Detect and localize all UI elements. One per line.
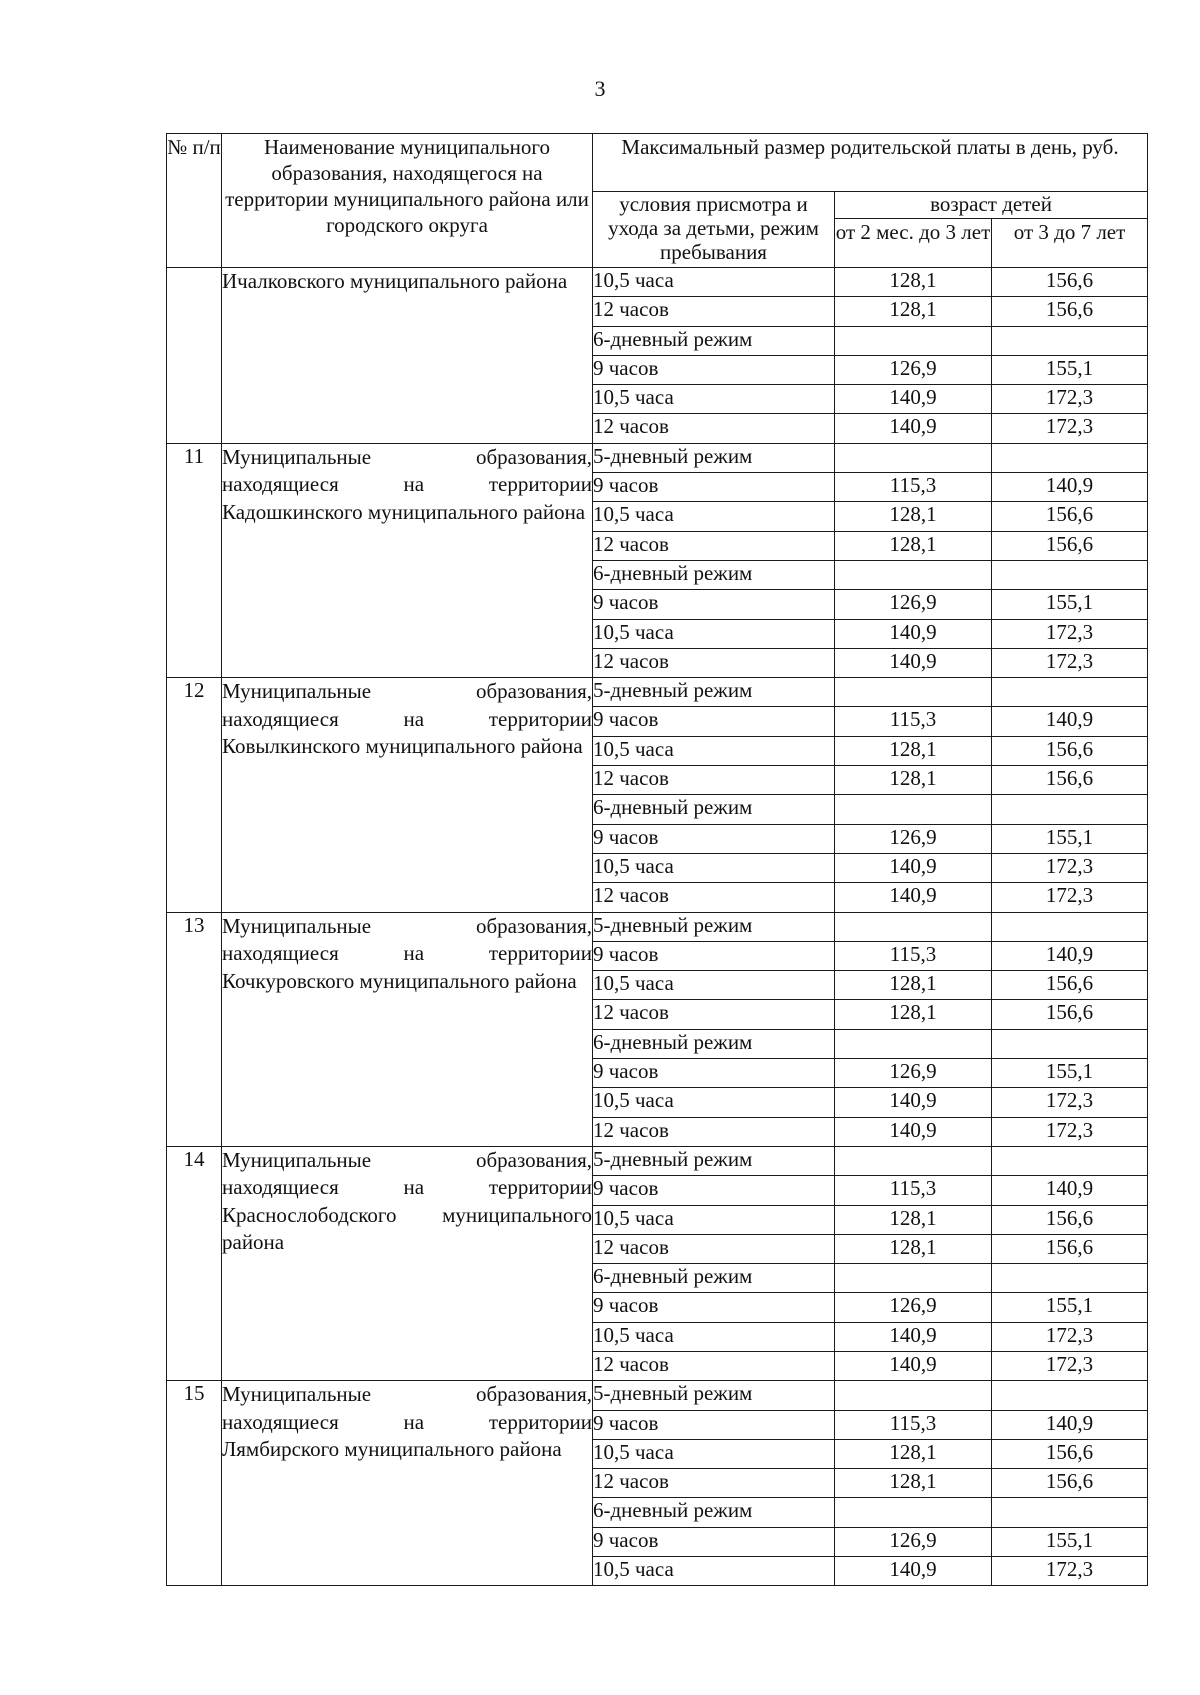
fee-under-3-cell <box>835 1498 992 1527</box>
condition-cell: 5-дневный режим <box>593 1381 835 1410</box>
fee-3-to-7-cell <box>992 795 1148 824</box>
fee-under-3-cell: 126,9 <box>835 1293 992 1322</box>
fee-3-to-7-cell: 156,6 <box>992 766 1148 795</box>
condition-cell: 10,5 часа <box>593 971 835 1000</box>
condition-cell: 6-дневный режим <box>593 1029 835 1058</box>
fee-3-to-7-cell <box>992 1498 1148 1527</box>
fee-3-to-7-cell <box>992 560 1148 589</box>
condition-cell: 9 часов <box>593 1059 835 1088</box>
fee-3-to-7-cell: 140,9 <box>992 1176 1148 1205</box>
fee-3-to-7-cell: 172,3 <box>992 414 1148 443</box>
row-number: 12 <box>167 678 222 912</box>
fee-under-3-cell: 140,9 <box>835 414 992 443</box>
fee-3-to-7-cell: 172,3 <box>992 1088 1148 1117</box>
table-body <box>167 268 1148 1586</box>
fee-under-3-cell <box>835 795 992 824</box>
fee-under-3-cell: 140,9 <box>835 648 992 677</box>
parental-fee-table <box>166 133 1148 1586</box>
fee-3-to-7-cell: 140,9 <box>992 707 1148 736</box>
fee-under-3-cell <box>835 1146 992 1175</box>
fee-3-to-7-cell: 155,1 <box>992 824 1148 853</box>
condition-cell: 12 часов <box>593 883 835 912</box>
fee-3-to-7-cell <box>992 443 1148 472</box>
municipality-name: Муниципальные образования, находящиеся на территории Кадошкинского муниципального района <box>222 443 593 677</box>
condition-cell: 10,5 часа <box>593 502 835 531</box>
municipality-name: Муниципальные образования, находящиеся на территории Ковылкинского муниципального района <box>222 678 593 912</box>
fee-3-to-7-cell: 156,6 <box>992 1000 1148 1029</box>
fee-under-3-cell <box>835 678 992 707</box>
fee-under-3-cell: 140,9 <box>835 1351 992 1380</box>
fee-under-3-cell: 126,9 <box>835 1059 992 1088</box>
fee-under-3-cell: 140,9 <box>835 385 992 414</box>
fee-under-3-cell: 140,9 <box>835 1088 992 1117</box>
fee-under-3-cell <box>835 1381 992 1410</box>
fee-3-to-7-cell <box>992 1381 1148 1410</box>
condition-cell: 10,5 часа <box>593 1205 835 1234</box>
table-row <box>167 678 1148 707</box>
header-conditions: условия присмотра и ухода за детьми, режим пребывания <box>593 192 835 268</box>
condition-cell: 5-дневный режим <box>593 1146 835 1175</box>
fee-under-3-cell: 128,1 <box>835 1205 992 1234</box>
fee-3-to-7-cell: 156,6 <box>992 268 1148 297</box>
fee-under-3-cell: 128,1 <box>835 1439 992 1468</box>
fee-under-3-cell: 115,3 <box>835 473 992 502</box>
fee-3-to-7-cell: 172,3 <box>992 619 1148 648</box>
condition-cell: 10,5 часа <box>593 1439 835 1468</box>
fee-under-3-cell <box>835 443 992 472</box>
fee-3-to-7-cell: 172,3 <box>992 1322 1148 1351</box>
condition-cell: 10,5 часа <box>593 1088 835 1117</box>
row-number <box>167 268 222 444</box>
fee-3-to-7-cell: 172,3 <box>992 1557 1148 1586</box>
fee-3-to-7-cell: 155,1 <box>992 355 1148 384</box>
fee-under-3-cell: 140,9 <box>835 883 992 912</box>
table-row <box>167 912 1148 941</box>
condition-cell: 6-дневный режим <box>593 795 835 824</box>
table-row <box>167 1146 1148 1175</box>
fee-3-to-7-cell <box>992 326 1148 355</box>
fee-3-to-7-cell: 172,3 <box>992 648 1148 677</box>
table-row <box>167 443 1148 472</box>
fee-under-3-cell: 140,9 <box>835 1117 992 1146</box>
row-number: 14 <box>167 1146 222 1380</box>
fee-3-to-7-cell <box>992 1146 1148 1175</box>
fee-under-3-cell: 140,9 <box>835 853 992 882</box>
row-number: 13 <box>167 912 222 1146</box>
condition-cell: 12 часов <box>593 1000 835 1029</box>
fee-3-to-7-cell <box>992 678 1148 707</box>
page-number: 3 <box>594 76 606 101</box>
fee-3-to-7-cell: 155,1 <box>992 1293 1148 1322</box>
condition-cell: 6-дневный режим <box>593 326 835 355</box>
fee-under-3-cell: 140,9 <box>835 1322 992 1351</box>
fee-under-3-cell: 128,1 <box>835 766 992 795</box>
condition-cell: 12 часов <box>593 414 835 443</box>
condition-cell: 10,5 часа <box>593 853 835 882</box>
header-age: возраст детей <box>835 192 1148 219</box>
condition-cell: 12 часов <box>593 1351 835 1380</box>
fee-under-3-cell: 115,3 <box>835 1176 992 1205</box>
condition-cell: 10,5 часа <box>593 1557 835 1586</box>
fee-under-3-cell <box>835 560 992 589</box>
condition-cell: 12 часов <box>593 1117 835 1146</box>
fee-3-to-7-cell <box>992 1264 1148 1293</box>
condition-cell: 6-дневный режим <box>593 1498 835 1527</box>
fee-3-to-7-cell: 156,6 <box>992 531 1148 560</box>
fee-under-3-cell: 128,1 <box>835 971 992 1000</box>
fee-3-to-7-cell: 156,6 <box>992 502 1148 531</box>
fee-under-3-cell: 126,9 <box>835 590 992 619</box>
fee-3-to-7-cell: 155,1 <box>992 1527 1148 1556</box>
fee-under-3-cell: 128,1 <box>835 268 992 297</box>
condition-cell: 12 часов <box>593 766 835 795</box>
condition-cell: 9 часов <box>593 1410 835 1439</box>
fee-under-3-cell: 115,3 <box>835 707 992 736</box>
condition-cell: 6-дневный режим <box>593 1264 835 1293</box>
fee-3-to-7-cell: 156,6 <box>992 971 1148 1000</box>
fee-3-to-7-cell: 156,6 <box>992 1205 1148 1234</box>
condition-cell: 10,5 часа <box>593 385 835 414</box>
municipality-name: Муниципальные образования, находящиеся на территории Лямбирского муниципального района <box>222 1381 593 1586</box>
condition-cell: 9 часов <box>593 824 835 853</box>
condition-cell: 9 часов <box>593 1293 835 1322</box>
fee-3-to-7-cell: 155,1 <box>992 1059 1148 1088</box>
fee-under-3-cell <box>835 326 992 355</box>
fee-under-3-cell: 128,1 <box>835 736 992 765</box>
condition-cell: 5-дневный режим <box>593 443 835 472</box>
condition-cell: 9 часов <box>593 590 835 619</box>
fee-under-3-cell <box>835 1264 992 1293</box>
header-number: № п/п <box>167 134 222 268</box>
table-row <box>167 268 1148 297</box>
fee-under-3-cell: 126,9 <box>835 355 992 384</box>
fee-under-3-cell: 128,1 <box>835 502 992 531</box>
fee-3-to-7-cell <box>992 912 1148 941</box>
condition-cell: 12 часов <box>593 531 835 560</box>
fee-under-3-cell: 140,9 <box>835 1557 992 1586</box>
fee-under-3-cell: 140,9 <box>835 619 992 648</box>
fee-3-to-7-cell: 172,3 <box>992 883 1148 912</box>
fee-under-3-cell: 128,1 <box>835 297 992 326</box>
municipality-name: Муниципальные образования, находящиеся на территории Краснослободского муниципального района <box>222 1146 593 1380</box>
fee-under-3-cell <box>835 1029 992 1058</box>
condition-cell: 9 часов <box>593 707 835 736</box>
condition-cell: 5-дневный режим <box>593 912 835 941</box>
condition-cell: 9 часов <box>593 355 835 384</box>
condition-cell: 12 часов <box>593 648 835 677</box>
fee-3-to-7-cell: 155,1 <box>992 590 1148 619</box>
fee-under-3-cell: 115,3 <box>835 1410 992 1439</box>
row-number: 11 <box>167 443 222 677</box>
fee-3-to-7-cell <box>992 1029 1148 1058</box>
condition-cell: 9 часов <box>593 1527 835 1556</box>
fee-3-to-7-cell: 156,6 <box>992 1439 1148 1468</box>
fee-under-3-cell: 128,1 <box>835 1234 992 1263</box>
condition-cell: 9 часов <box>593 473 835 502</box>
fee-under-3-cell: 128,1 <box>835 531 992 560</box>
condition-cell: 12 часов <box>593 1234 835 1263</box>
fee-3-to-7-cell: 140,9 <box>992 473 1148 502</box>
fee-under-3-cell: 115,3 <box>835 941 992 970</box>
condition-cell: 12 часов <box>593 297 835 326</box>
condition-cell: 6-дневный режим <box>593 560 835 589</box>
table-row <box>167 1381 1148 1410</box>
municipality-name: Ичалковского муниципального района <box>222 268 593 444</box>
header-municipality-name: Наименование муниципального образования, находящегося на территории муниципального района или городского округа <box>222 134 593 268</box>
row-number: 15 <box>167 1381 222 1586</box>
condition-cell: 10,5 часа <box>593 1322 835 1351</box>
condition-cell: 12 часов <box>593 1469 835 1498</box>
condition-cell: 10,5 часа <box>593 619 835 648</box>
fee-3-to-7-cell: 156,6 <box>992 297 1148 326</box>
table-header <box>167 134 1148 268</box>
header-age-under-3: от 2 мес. до 3 лет <box>835 219 992 268</box>
condition-cell: 5-дневный режим <box>593 678 835 707</box>
fee-under-3-cell: 126,9 <box>835 824 992 853</box>
fee-3-to-7-cell: 156,6 <box>992 1234 1148 1263</box>
fee-3-to-7-cell: 140,9 <box>992 941 1148 970</box>
fee-3-to-7-cell: 172,3 <box>992 1351 1148 1380</box>
condition-cell: 9 часов <box>593 941 835 970</box>
fee-3-to-7-cell: 156,6 <box>992 736 1148 765</box>
municipality-name: Муниципальные образования, находящиеся на территории Кочкуровского муниципального района <box>222 912 593 1146</box>
fee-3-to-7-cell: 156,6 <box>992 1469 1148 1498</box>
fee-3-to-7-cell: 172,3 <box>992 1117 1148 1146</box>
fee-under-3-cell: 128,1 <box>835 1000 992 1029</box>
fee-under-3-cell: 128,1 <box>835 1469 992 1498</box>
header-age-3-to-7: от 3 до 7 лет <box>992 219 1148 268</box>
condition-cell: 9 часов <box>593 1176 835 1205</box>
fee-under-3-cell <box>835 912 992 941</box>
header-max-fee: Максимальный размер родительской платы в день, руб. <box>593 134 1148 192</box>
condition-cell: 10,5 часа <box>593 736 835 765</box>
fee-3-to-7-cell: 172,3 <box>992 385 1148 414</box>
condition-cell: 10,5 часа <box>593 268 835 297</box>
fee-3-to-7-cell: 140,9 <box>992 1410 1148 1439</box>
fee-3-to-7-cell: 172,3 <box>992 853 1148 882</box>
fee-under-3-cell: 126,9 <box>835 1527 992 1556</box>
